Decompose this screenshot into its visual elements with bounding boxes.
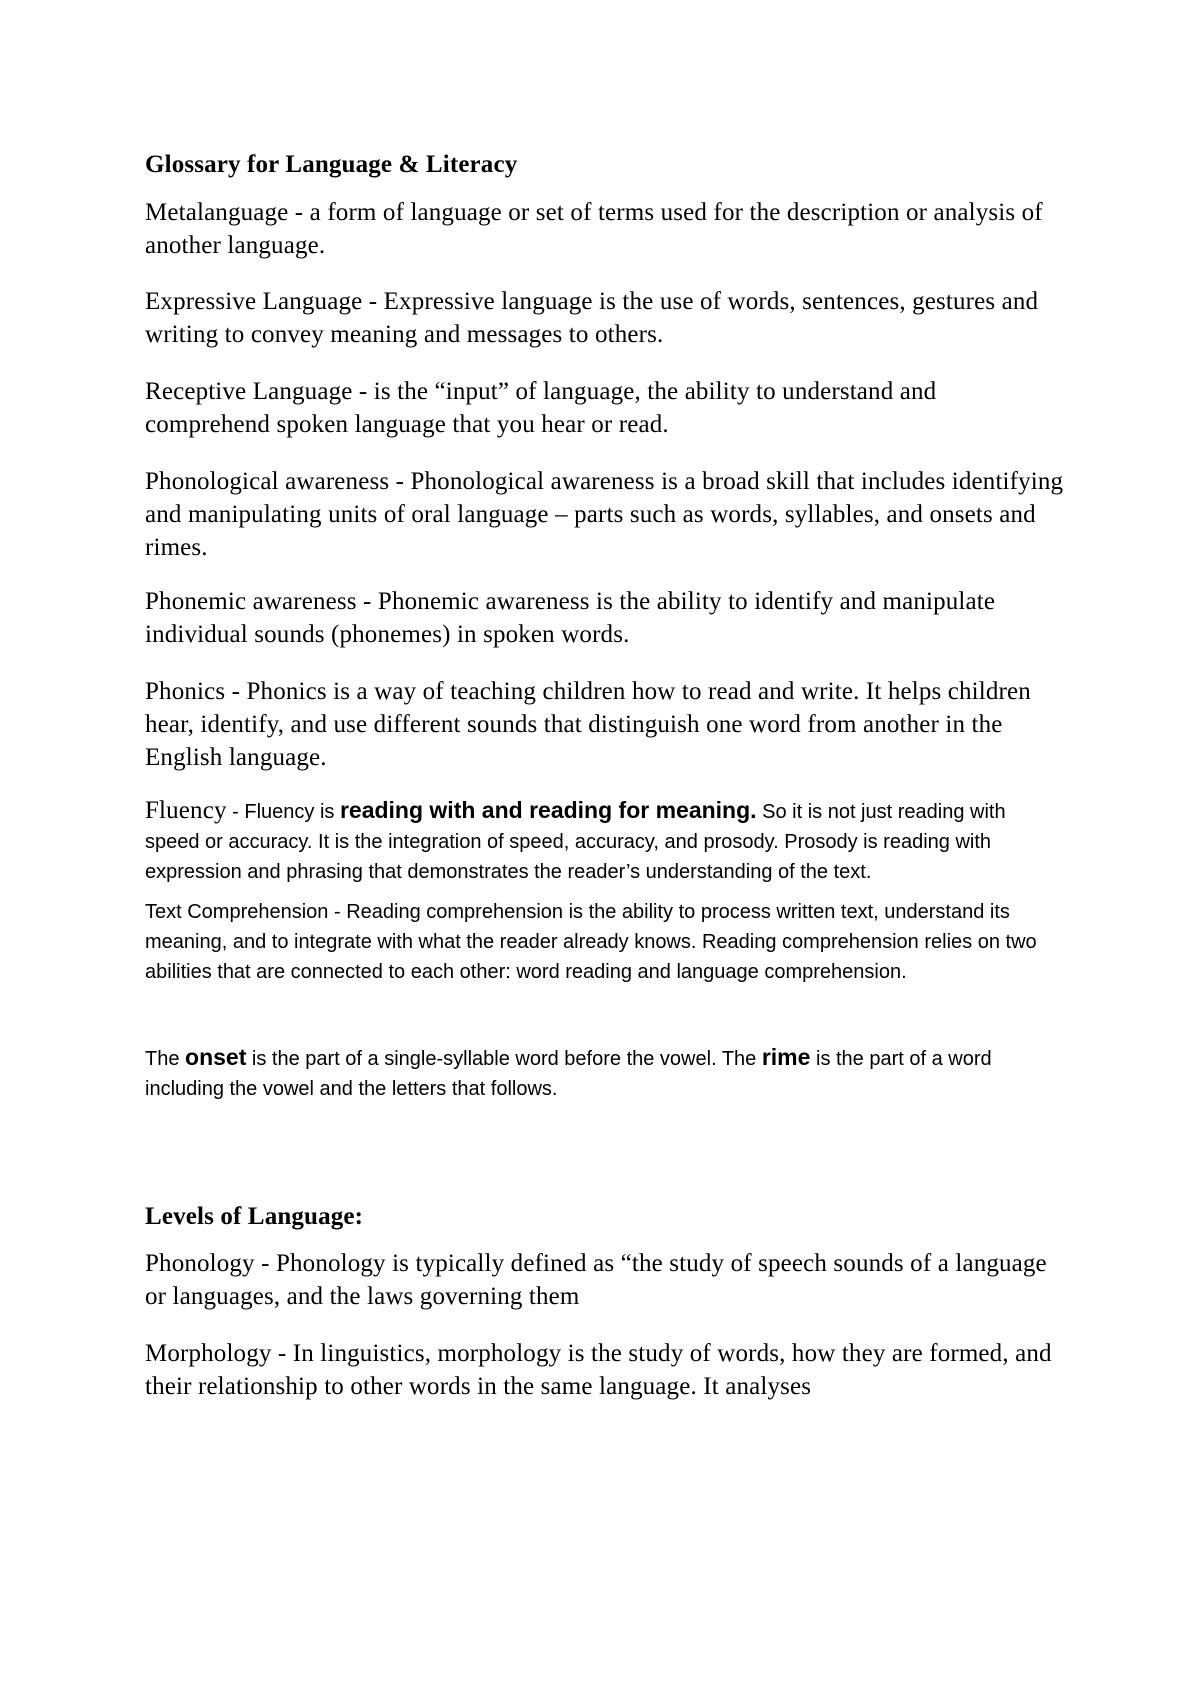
definition-morphology: Morphology - In linguistics, morphology is the study of words, how they are formed, and their relationship to other words in the same language. It analyses	[145, 1340, 1052, 1400]
definition-fluency	[145, 795, 1065, 887]
definition-text-comprehension: Text Comprehension - Reading comprehension is the ability to process written text, understand its meaning, and to integrate with what the reader already knows. Reading comprehension relies on two abilities that are connected to each other: word reading and language comprehension.	[145, 901, 1037, 983]
definition-onset-rime	[145, 1042, 1065, 1104]
onset-term: onset	[185, 1044, 247, 1070]
definition-phonics: Phonics - Phonics is a way of teaching children how to read and write. It helps children hear, identify, and use different sounds that distinguish one word from another in the English language.	[145, 678, 1031, 771]
onset-rime-mid: is the part of a single-syllable word before the vowel. The	[246, 1048, 762, 1070]
definition-receptive-language: Receptive Language - is the “input” of language, the ability to understand and comprehend spoken language that you hear or read.	[145, 378, 937, 438]
onset-rime-post: is the part of a word including the vowel and the letters that follows.	[145, 1048, 992, 1100]
levels-title: Levels of Language:	[145, 1203, 364, 1230]
fluency-rest: So it is not just reading with speed or accuracy. It is the integration of speed, accuracy, and prosody. Prosody is reading with expression and phrasing that demonstrates the reader’s understanding of the text.	[145, 801, 1006, 883]
fluency-separator: - Fluency is	[226, 801, 340, 823]
fluency-emphasis: reading with and reading for meaning.	[339, 797, 757, 823]
glossary-title: Glossary for Language & Literacy	[145, 151, 518, 178]
definition-phonology: Phonology - Phonology is typically defined as “the study of speech sounds of a language or languages, and the laws governing them	[145, 1250, 1047, 1310]
definition-phonological-awareness: Phonological awareness - Phonological awareness is a broad skill that includes identifying and manipulating units of oral language – parts such as words, syllables, and onsets and rimes.	[145, 468, 1064, 561]
definition-expressive-language: Expressive Language - Expressive language is the use of words, sentences, gestures and writing to convey meaning and messages to others.	[145, 288, 1039, 348]
definition-phonemic-awareness: Phonemic awareness - Phonemic awareness is the ability to identify and manipulate individual sounds (phonemes) in spoken words.	[145, 588, 996, 648]
onset-rime-pre: The	[145, 1048, 186, 1070]
fluency-term: Fluency	[145, 797, 227, 824]
rime-term: rime	[761, 1044, 811, 1070]
definition-metalanguage: Metalanguage - a form of language or set of terms used for the description or analysis of another language.	[145, 199, 1043, 259]
